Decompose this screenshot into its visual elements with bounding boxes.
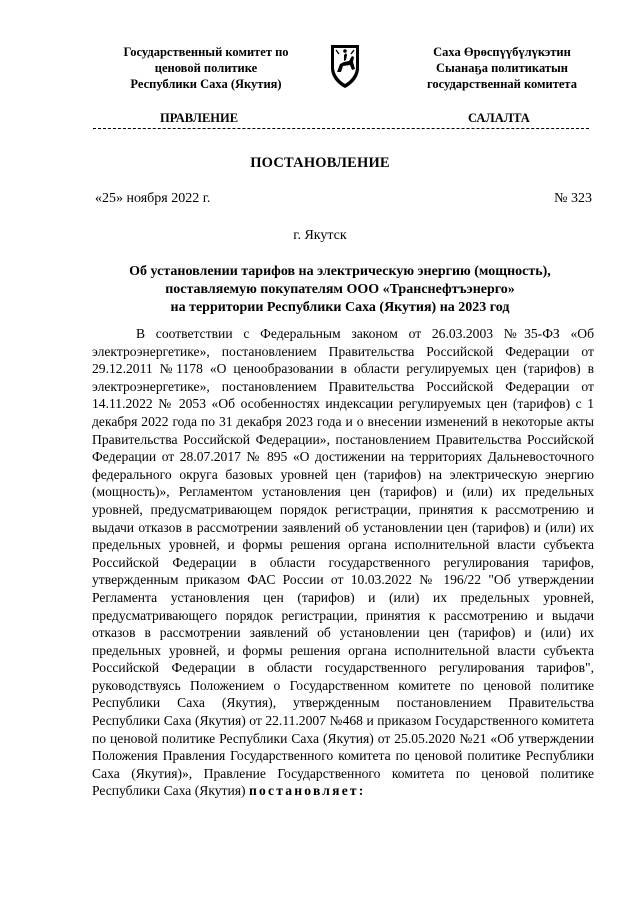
header-divider (93, 128, 589, 129)
header-left-line-3: Республики Саха (Якутия) (130, 77, 282, 91)
document-number: № 323 (554, 191, 592, 206)
header-left-department: ПРАВЛЕНИЕ (160, 111, 239, 125)
header-left-line-1: Государственный комитет по (123, 45, 289, 59)
header-right-authority (392, 44, 612, 92)
header-right-line-2: Сыанаҕа политикатын (436, 61, 568, 75)
subject-line-3: на территории Республики Саха (Якутия) на 2023 год (170, 300, 510, 315)
preamble-paragraph (92, 325, 594, 800)
subject-line-2: поставляемую покупателям ООО «Транснефтъэнерго» (165, 282, 515, 297)
document-city: г. Якутск (293, 228, 347, 243)
header-right-line-3: государственнай комитета (427, 77, 577, 91)
header-right-department: САЛАЛТА (468, 111, 530, 125)
document-date: «25» ноября 2022 г. (95, 191, 211, 206)
preamble-text: В соответствии с Федеральным законом от 26.03.2003 №35-ФЗ «Об электроэнергетике», постановлением Правительства Российской Федерации от 29.12.2011 №1178 «О ценообразовании в области регулируемых цен (тарифов) в электроэнергетике», постановлением Правительства Российской Федерации от 14.11.2022 № 2053 «Об особенностях индексации регулируемых цен (тарифов) с 1 декабря 2022 года по 31 декабря 2023 года и о внесении изменений в некоторые акты Правительства Российской Федерации», постановлением Правительства Российской Федерации от 28.07.2017 № 895 «О достижении на территориях Дальневосточного федерального округа базовых уровней цен (тарифов) на электрическую энергию (мощность)», Регламентом установления цен (тарифов) и (или) их предельных уровней, предусматривающем порядок регистрации, принятия к рассмотрению и выдачи отказов в рассмотрении заявлений об установлении цен (тарифов) и (или) их предельных уровней, и формы решения органа исполнительной власти субъекта Российской Федерации в области государственного регулирования тарифов, утвержденным приказом ФАС России от 10.03.2022 № 196/22 "Об утверждении Регламента установления цен (тарифов) и (или) их предельных уровней, предусматривающего порядок регистрации, принятия к рассмотрению и выдачи отказов в рассмотрении заявлений об установлении цен (тарифов) и (или) их предельных уровней, и формы решения органа исполнительной власти субъекта Российской Федерации в области государственного регулирования тарифов", руководствуясь Положением о Государственном комитете по ценовой политике Республики Саха (Якутия), утвержденным постановлением Правительства Республики Саха (Якутия) от 22.11.2007 №468 и приказом Государственного комитета по ценовой политике Республики Саха (Якутия) от 25.05.2020 №21 «Об утверждении Положения Правления Государственного комитета по ценовой политике Республики Саха (Якутия)», Правление Государственного комитета по ценовой политике Республики Саха (Якутия) (92, 326, 594, 799)
document-type-title: ПОСТАНОВЛЕНИЕ (250, 155, 390, 171)
subject-line-1: Об установлении тарифов на электрическую энергию (мощность), (129, 264, 551, 279)
header-left-authority (96, 44, 316, 92)
emblem-of-sakha-republic-icon (327, 42, 363, 90)
document-subject (70, 263, 610, 317)
header-left-line-2: ценовой политике (154, 61, 258, 75)
decision-word: постановляет: (248, 783, 366, 799)
header-right-line-1: Саха Өрөспүүбүлүкэтин (433, 45, 571, 59)
